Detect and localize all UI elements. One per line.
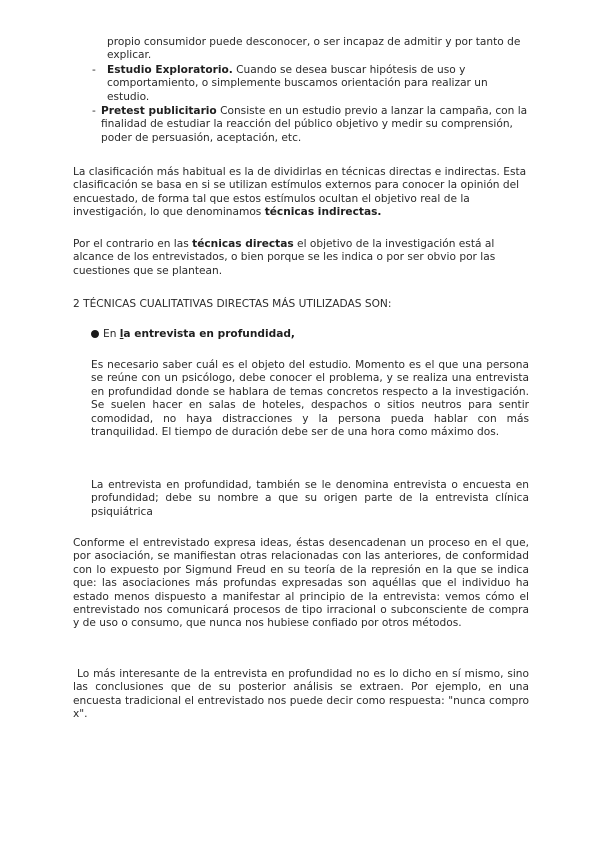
list-item-text: Consiste en un estudio previo a lanzar la campaña, con la finalidad de estudiar la reacción del público objetivo y medir su comprensión, poder de persuasión, aceptación, etc. [101, 105, 528, 144]
bold-term-tecnicas-indirectas: técnicas indirectas. [264, 206, 382, 219]
paragraph-denominacion: La entrevista en profundidad, también se le denomina entrevista o encuesta en profundidad; debe su nombre a que su origen parte de la entrevista clínica psiquiátrica [91, 479, 529, 518]
list-dash: - [92, 64, 96, 76]
paragraph-clasificacion [73, 166, 533, 220]
bullet-underlined-letter: l [119, 328, 124, 340]
paragraph-objeto-estudio: Es necesario saber cuál es el objeto del estudio. Momento es el que una persona se reúne con un psicólogo, debe conocer el problema, y se realiza una entrevista en profundidad donde se hablara de temas concretos respecto a la investigación. Se suelen hacer en salas de hoteles, despachos o sitios neutros para sentir comodidad, no haya distracciones y la persona pueda hablar con más tranquilidad. El tiempo de duración debe ser de una hora como máximo dos. [91, 359, 529, 439]
list-continuation: propio consumidor puede desconocer, o ser incapaz de admitir y por tanto de explicar. [107, 36, 521, 62]
list-item-term: Estudio Exploratorio. [107, 64, 233, 76]
paragraph-text: La clasificación más habitual es la de dividirlas en técnicas directas e indirectas. Esta clasificación se basa en si se utilizan estímulos externos para conocer la opinión del encuestado, de forma tal que estos estímulos ocultan el objetivo real de la investigación, lo que denominamos [73, 166, 527, 219]
list-item-term: Pretest publicitario [101, 105, 217, 117]
list-item-text: Cuando se desea buscar hipótesis de uso y comportamiento, o simplemente buscamos orientación para realizar un estudio. [107, 64, 488, 103]
paragraph-lo-mas-interesante: Lo más interesante de la entrevista en profundidad no es lo dicho en sí mismo, sino las conclusiones que de su posterior análisis se extraen. Por ejemplo, en una encuesta tradicional el entrevistado nos puede decir como respuesta: "nunca compro x". [73, 668, 529, 721]
bullet-bold-text: a entrevista en profundidad, [123, 328, 295, 340]
paragraph-text: Por el contrario en las [73, 238, 193, 250]
bullet-icon [91, 330, 99, 338]
bullet-item-entrevista [91, 328, 521, 341]
section-heading: 2 TÉCNICAS CUALITATIVAS DIRECTAS MÁS UTILIZADAS SON: [73, 298, 392, 310]
list-dash: - [92, 105, 96, 117]
bullet-text: En [103, 328, 120, 340]
bold-term-tecnicas-directas: técnicas directas [192, 238, 294, 250]
list-item-pretest-publicitario [101, 105, 529, 145]
paragraph-text: el objetivo de la investigación está al alcance de los entrevistados, o bien porque se les indica o por ser obvio por las cuestiones que se plantean. [73, 238, 496, 277]
paragraph-conforme: Conforme el entrevistado expresa ideas, éstas desencadenan un proceso en el que, por asociación, se manifiestan otras relacionadas con las anteriores, de conformidad con lo expuesto por Sigmund Freud en su teoría de la represión en la que se indica que: las asociaciones más profundas expresadas son aquéllas que el individuo ha estado menos dispuesto a manifestar al principio de la entrevista: vemos cómo el entrevistado nos comunicará procesos de tipo irracional o subconsciente de compra y de uso o consumo, que nunca nos hubiese confiado por otros métodos. [73, 537, 529, 630]
list-item-estudio-exploratorio [107, 64, 525, 104]
paragraph-tecnicas-directas [73, 238, 533, 278]
